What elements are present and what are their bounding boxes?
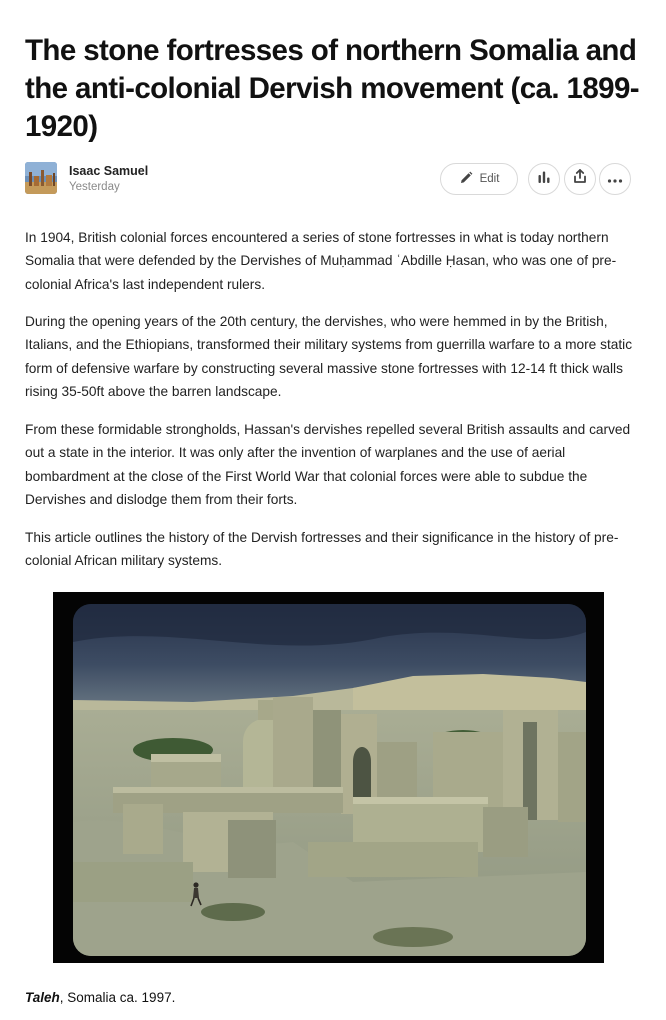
edit-button[interactable] bbox=[440, 163, 518, 195]
stats-button[interactable] bbox=[528, 163, 560, 195]
paragraph: During the opening years of the 20th century, the dervishes, who were hemmed in by the British, Italians, and the Ethiopians, transformed their military systems from guerrilla warfare to a more static form of defensive warfare by constructing several massive stone fortresses with 12-14 ft thick walls rising 35-50ft above the barren landscape. bbox=[25, 314, 633, 399]
byline bbox=[25, 162, 635, 202]
post-date: Yesterday bbox=[69, 181, 120, 193]
more-icon bbox=[607, 170, 623, 188]
author-name[interactable]: Isaac Samuel bbox=[69, 164, 149, 178]
paragraph: This article outlines the history of the Dervish fortresses and their significance in the history of pre-colonial African military systems. bbox=[25, 530, 619, 569]
article-photo[interactable] bbox=[53, 592, 604, 963]
avatar[interactable] bbox=[25, 162, 57, 194]
photo-caption bbox=[25, 990, 175, 1005]
pencil-icon bbox=[459, 171, 473, 188]
share-button[interactable] bbox=[564, 163, 596, 195]
paragraph: In 1904, British colonial forces encountered a series of stone fortresses in what is today northern Somalia that were defended by the Dervishes of Muḥammad ʿAbdille Ḥasan, who was one of pre-colonial Africa's last independent rulers. bbox=[25, 230, 617, 292]
bar-chart-icon bbox=[537, 170, 551, 189]
caption-place: Taleh bbox=[25, 990, 60, 1005]
more-button[interactable] bbox=[599, 163, 631, 195]
share-icon bbox=[573, 169, 587, 189]
edit-label: Edit bbox=[479, 173, 500, 185]
caption-text: , Somalia ca. 1997. bbox=[59, 990, 176, 1005]
paragraph: From these formidable strongholds, Hassan's dervishes repelled several British assaults and carved out a state in the interior. It was only after the invention of warplanes and the use of aerial bombardment at the close of the First World War that colonial forces were able to subdue the Dervishes and dislodge them from their forts. bbox=[25, 422, 631, 507]
article-title: The stone fortresses of northern Somalia and the anti-colonial Dervish movement (ca. 1899-1920) bbox=[25, 34, 640, 143]
